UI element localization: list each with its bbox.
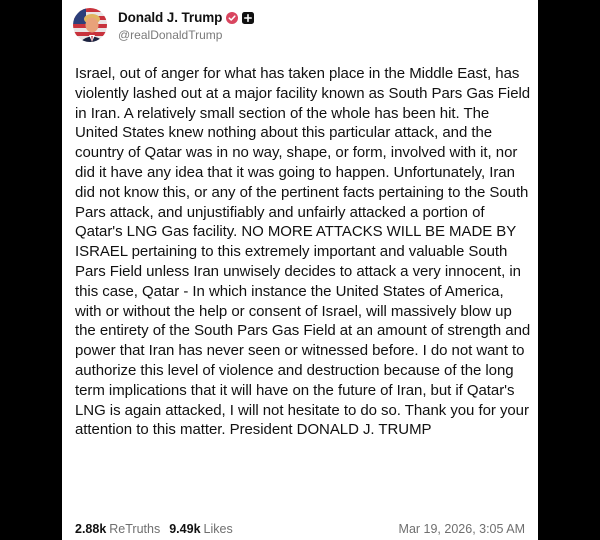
author-handle[interactable]: @realDonaldTrump: [118, 27, 223, 42]
post-timestamp[interactable]: Mar 19, 2026, 3:05 AM: [398, 522, 525, 536]
retruths-count: 2.88k: [75, 522, 107, 536]
author-display-name[interactable]: Donald J. Trump: [118, 10, 223, 25]
likes-label: Likes: [203, 522, 233, 536]
author-identity: [118, 9, 254, 42]
post-footer: [75, 520, 525, 538]
post-card: [62, 0, 538, 540]
retruths-label: ReTruths: [109, 522, 161, 536]
verified-check-icon: [226, 12, 238, 24]
avatar-portrait-icon: [73, 8, 107, 42]
post-header: [73, 5, 254, 45]
retruths-stat[interactable]: [75, 522, 160, 536]
likes-stat[interactable]: [169, 522, 232, 536]
plus-badge-icon: [242, 12, 254, 24]
author-avatar[interactable]: [73, 8, 107, 42]
author-name-row: [118, 9, 254, 27]
post-body-text: Israel, out of anger for what has taken place in the Middle East, has violently lashed out at a major facility known as South Pars Gas Field in Iran. A relatively small section of the whole has been hit. The United States knew nothing about this particular attack, and the country of Qatar was in no way, shape, or form, involved with it, nor did it have any idea that it was going to happen. Unfortunately, Iran did not know this, or any of the pertinent facts pertaining to the South Pars attack, and unjustifiably and unfairly attacked a portion of Qatar's LNG Gas facility. NO MORE ATTACKS WILL BE MADE BY ISRAEL pertaining to this extremely important and valuable South Pars Field unless Iran unwisely decides to attack a very innocent, in this case, Qatar - In which instance the United States of America, with or without the help or consent of Israel, will massively blow up the entirety of the South Pars Gas Field at an amount of strength and power that Iran has never seen or witnessed before. I do not want to authorize this level of violence and destruction because of the long term implications that it will have on the future of Iran, but if Qatar's LNG is again attacked, I will not hesitate to do so. Thank you for your attention to this matter. President DONALD J. TRUMP: [75, 65, 531, 439]
likes-count: 9.49k: [169, 522, 201, 536]
